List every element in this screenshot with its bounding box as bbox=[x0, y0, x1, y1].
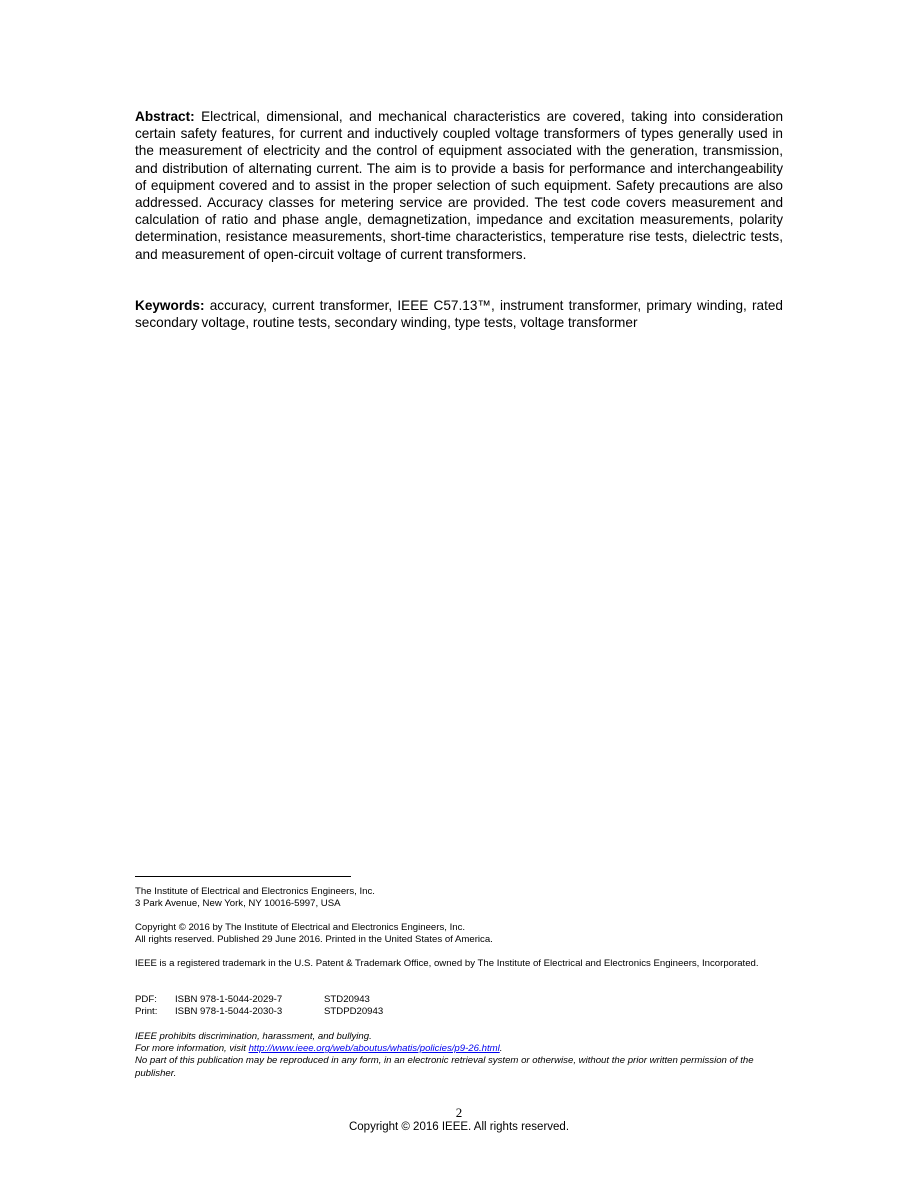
abstract-text: Electrical, dimensional, and mechanical characteristics are covered, taking into consideration certain safety features, for current and inductively coupled voltage transformers of types generally used in the measurement of electricity and the control of equipment associated with the generation, transmission, and distribution of alternating current. The aim is to provide a basis for performance and interchangeability of equipment covered and to assist in the proper selection of such equipment. Safety precautions are also addressed. Accuracy classes for metering service are provided. The test code covers measurement and calculation of ratio and phase angle, demagnetization, impedance and excitation measurements, polarity determination, resistance measurements, short-time characteristics, temperature rise tests, dielectric tests, and measurement of open-circuit voltage of current transformers. bbox=[135, 109, 783, 262]
policy-link[interactable]: http://www.ieee.org/web/aboutus/whatis/policies/p9-26.html bbox=[248, 1043, 500, 1055]
isbn-row-print bbox=[135, 1006, 785, 1018]
abstract-paragraph bbox=[135, 108, 783, 263]
notice-line-2-suffix: . bbox=[499, 1043, 503, 1055]
trademark-block bbox=[135, 958, 785, 970]
trademark-text: IEEE is a registered trademark in the U.S. Patent & Trademark Office, owned by The Institute of Electrical and Electronics Engineers, Incorporated. bbox=[135, 958, 759, 969]
isbn-format: Print: bbox=[135, 1006, 158, 1018]
isbn-code: STD20943 bbox=[324, 994, 370, 1005]
publisher-block bbox=[135, 886, 785, 910]
isbn-code: STDPD20943 bbox=[324, 1006, 384, 1018]
footer-copyright: Copyright © 2016 IEEE. All rights reserved. bbox=[348, 1121, 570, 1133]
isbn-number: ISBN 978-1-5044-2029-7 bbox=[175, 994, 283, 1005]
notices-block bbox=[135, 1031, 785, 1080]
copyright-line-1: Copyright © 2016 by The Institute of Electrical and Electronics Engineers, Inc. bbox=[135, 922, 466, 933]
keywords-text: accuracy, current transformer, IEEE C57.13™, instrument transformer, primary winding, rated secondary voltage, routine tests, secondary winding, type tests, voltage transformer bbox=[135, 298, 783, 331]
copyright-block bbox=[135, 922, 785, 946]
keywords-label: Keywords: bbox=[135, 298, 205, 313]
isbn-number: ISBN 978-1-5044-2030-3 bbox=[175, 1006, 283, 1018]
copyright-line-2: All rights reserved. Published 29 June 2016. Printed in the United States of America. bbox=[135, 934, 493, 946]
notice-line-1: IEEE prohibits discrimination, harassment, and bullying. bbox=[135, 1031, 372, 1042]
abstract-label: Abstract: bbox=[135, 109, 195, 124]
publisher-address: 3 Park Avenue, New York, NY 10016-5997, USA bbox=[135, 898, 341, 910]
isbn-block bbox=[135, 994, 785, 1018]
isbn-row-pdf bbox=[135, 994, 785, 1006]
keywords-paragraph bbox=[135, 297, 783, 331]
isbn-format: PDF: bbox=[135, 994, 157, 1005]
footnote-divider bbox=[135, 876, 351, 877]
notice-line-2-prefix: For more information, visit bbox=[135, 1043, 249, 1055]
page-number: 2 bbox=[455, 1105, 463, 1120]
publisher-name: The Institute of Electrical and Electronics Engineers, Inc. bbox=[135, 886, 375, 897]
notice-line-2 bbox=[135, 1043, 785, 1055]
notice-line-3: No part of this publication may be reproduced in any form, in an electronic retrieval system or otherwise, without the prior written permission of the publisher. bbox=[135, 1055, 754, 1079]
